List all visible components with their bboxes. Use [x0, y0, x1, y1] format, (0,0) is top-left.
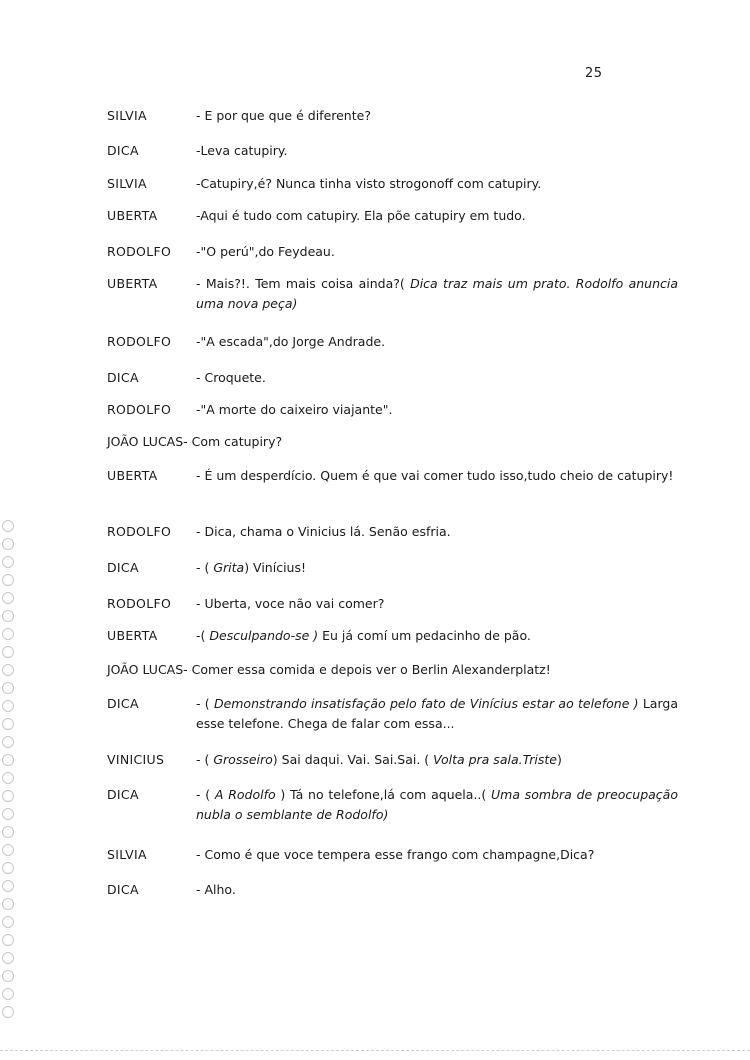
speech-fragment: -Aqui é tudo com catupiry. Ela põe catupiry em tudo.: [196, 208, 526, 223]
speech-text: [196, 141, 678, 161]
speech-text: [196, 594, 678, 614]
speech-text: [196, 522, 678, 542]
speaker-name: RODOLFO: [107, 244, 172, 259]
binder-hole: [2, 970, 14, 982]
speech-fragment: Eu já comí um pedacinho de pão.: [318, 628, 531, 643]
page-number: 25: [585, 66, 603, 81]
binder-hole: [2, 520, 14, 532]
speech-text: [196, 174, 678, 194]
speaker-name: DICA: [107, 787, 139, 802]
speaker-name: SILVIA: [107, 847, 147, 862]
speech-text: [107, 660, 707, 680]
speech-fragment: JOÃO LUCAS- Com catupiry?: [107, 434, 283, 449]
speech-text: [196, 694, 678, 734]
speaker-name: DICA: [107, 882, 139, 897]
binder-hole: [2, 754, 14, 766]
binder-hole: [2, 934, 14, 946]
speaker-name: UBERTA: [107, 468, 158, 483]
speaker-name: DICA: [107, 143, 139, 158]
speech-fragment: -Catupiry,é? Nunca tinha visto strogonoff com catupiry.: [196, 176, 542, 191]
speech-fragment: - E por que que é diferente?: [196, 108, 371, 123]
speech-fragment: ) Vinícius!: [244, 560, 306, 575]
stage-direction: Uma sombra de preocupação nubla o semblante de Rodolfo): [196, 787, 678, 822]
speaker-name: RODOLFO: [107, 334, 172, 349]
speech-text: [196, 400, 678, 420]
speech-fragment: -(: [196, 628, 210, 643]
speaker-name: UBERTA: [107, 276, 158, 291]
binder-hole: [2, 646, 14, 658]
speech-fragment: - (: [196, 560, 214, 575]
stage-direction: Grita: [213, 560, 245, 575]
binder-hole: [2, 862, 14, 874]
speech-text: [196, 106, 678, 126]
speech-text: [196, 332, 678, 352]
speech-fragment: -"A morte do caixeiro viajante".: [196, 402, 393, 417]
binder-hole: [2, 1006, 14, 1018]
speaker-name: VINICIUS: [107, 752, 165, 767]
speech-text: [196, 274, 678, 314]
speaker-name: DICA: [107, 560, 139, 575]
binder-hole: [2, 592, 14, 604]
speech-fragment: JOÃO LUCAS- Comer essa comida e depois ver o Berlin Alexanderplatz!: [107, 662, 551, 677]
speaker-name: DICA: [107, 370, 139, 385]
speaker-name: UBERTA: [107, 208, 158, 223]
binder-hole: [2, 736, 14, 748]
speaker-name: UBERTA: [107, 628, 158, 643]
speech-text: [196, 466, 678, 486]
binder-hole: [2, 916, 14, 928]
speech-text: [196, 206, 678, 226]
speaker-name: RODOLFO: [107, 524, 172, 539]
binder-hole: [2, 808, 14, 820]
speaker-name: RODOLFO: [107, 402, 172, 417]
binder-hole: [2, 574, 14, 586]
stage-direction: Volta pra sala.Triste: [433, 752, 557, 767]
speech-fragment: - Dica, chama o Vinicius lá. Senão esfria.: [196, 524, 451, 539]
speech-fragment: - É um desperdício. Quem é que vai comer tudo isso,tudo cheio de catupiry!: [196, 468, 674, 483]
binder-hole: [2, 844, 14, 856]
binder-hole: [2, 664, 14, 676]
binder-hole: [2, 826, 14, 838]
speech-fragment: ) Sai daqui. Vai. Sai.Sai. (: [272, 752, 434, 767]
speech-fragment: - (: [196, 752, 214, 767]
speech-fragment: ) Tá no telefone,lá com aquela..(: [275, 787, 492, 802]
speech-fragment: - Como é que voce tempera esse frango com champagne,Dica?: [196, 847, 595, 862]
stage-direction: A Rodolfo: [214, 787, 276, 802]
speech-text: [196, 845, 678, 865]
speech-fragment: - (: [196, 787, 215, 802]
speaker-name: SILVIA: [107, 176, 147, 191]
speaker-name: RODOLFO: [107, 596, 172, 611]
binder-hole: [2, 898, 14, 910]
speech-text: [196, 880, 678, 900]
stage-direction: Demonstrando insatisfação pelo fato de Vinícius estar ao telefone ): [213, 696, 639, 711]
speech-text: [196, 242, 678, 262]
page-bottom-edge: [0, 1050, 750, 1051]
stage-direction: Desculpando-se ): [209, 628, 319, 643]
binder-hole: [2, 988, 14, 1000]
binder-hole: [2, 880, 14, 892]
speech-fragment: - Croquete.: [196, 370, 266, 385]
speech-fragment: ): [556, 752, 562, 767]
binder-hole: [2, 952, 14, 964]
binder-hole: [2, 700, 14, 712]
speech-fragment: - Mais?!. Tem mais coisa ainda?(: [196, 276, 411, 291]
speech-text: [196, 368, 678, 388]
speech-fragment: - (: [196, 696, 214, 711]
binder-hole: [2, 628, 14, 640]
speech-text: [196, 626, 678, 646]
binder-hole: [2, 682, 14, 694]
binder-hole: [2, 538, 14, 550]
binder-hole: [2, 790, 14, 802]
speech-fragment: -"O perú",do Feydeau.: [196, 244, 335, 259]
speaker-name: SILVIA: [107, 108, 147, 123]
speaker-name: DICA: [107, 696, 139, 711]
binder-hole: [2, 772, 14, 784]
speech-fragment: -Leva catupiry.: [196, 143, 288, 158]
stage-direction: Dica traz mais um prato. Rodolfo anuncia uma nova peça): [196, 276, 678, 311]
speech-fragment: Larga esse telefone. Chega de falar com essa...: [196, 696, 678, 731]
binder-hole: [2, 556, 14, 568]
speech-fragment: - Uberta, voce não vai comer?: [196, 596, 385, 611]
speech-fragment: - Alho.: [196, 882, 236, 897]
speech-text: [196, 785, 678, 825]
speech-text: [196, 558, 678, 578]
binder-hole: [2, 718, 14, 730]
binder-hole: [2, 610, 14, 622]
speech-text: [196, 750, 678, 770]
speech-text: [107, 432, 707, 452]
stage-direction: Grosseiro: [213, 752, 273, 767]
binder-holes: [0, 0, 20, 1060]
speech-fragment: -"A escada",do Jorge Andrade.: [196, 334, 386, 349]
